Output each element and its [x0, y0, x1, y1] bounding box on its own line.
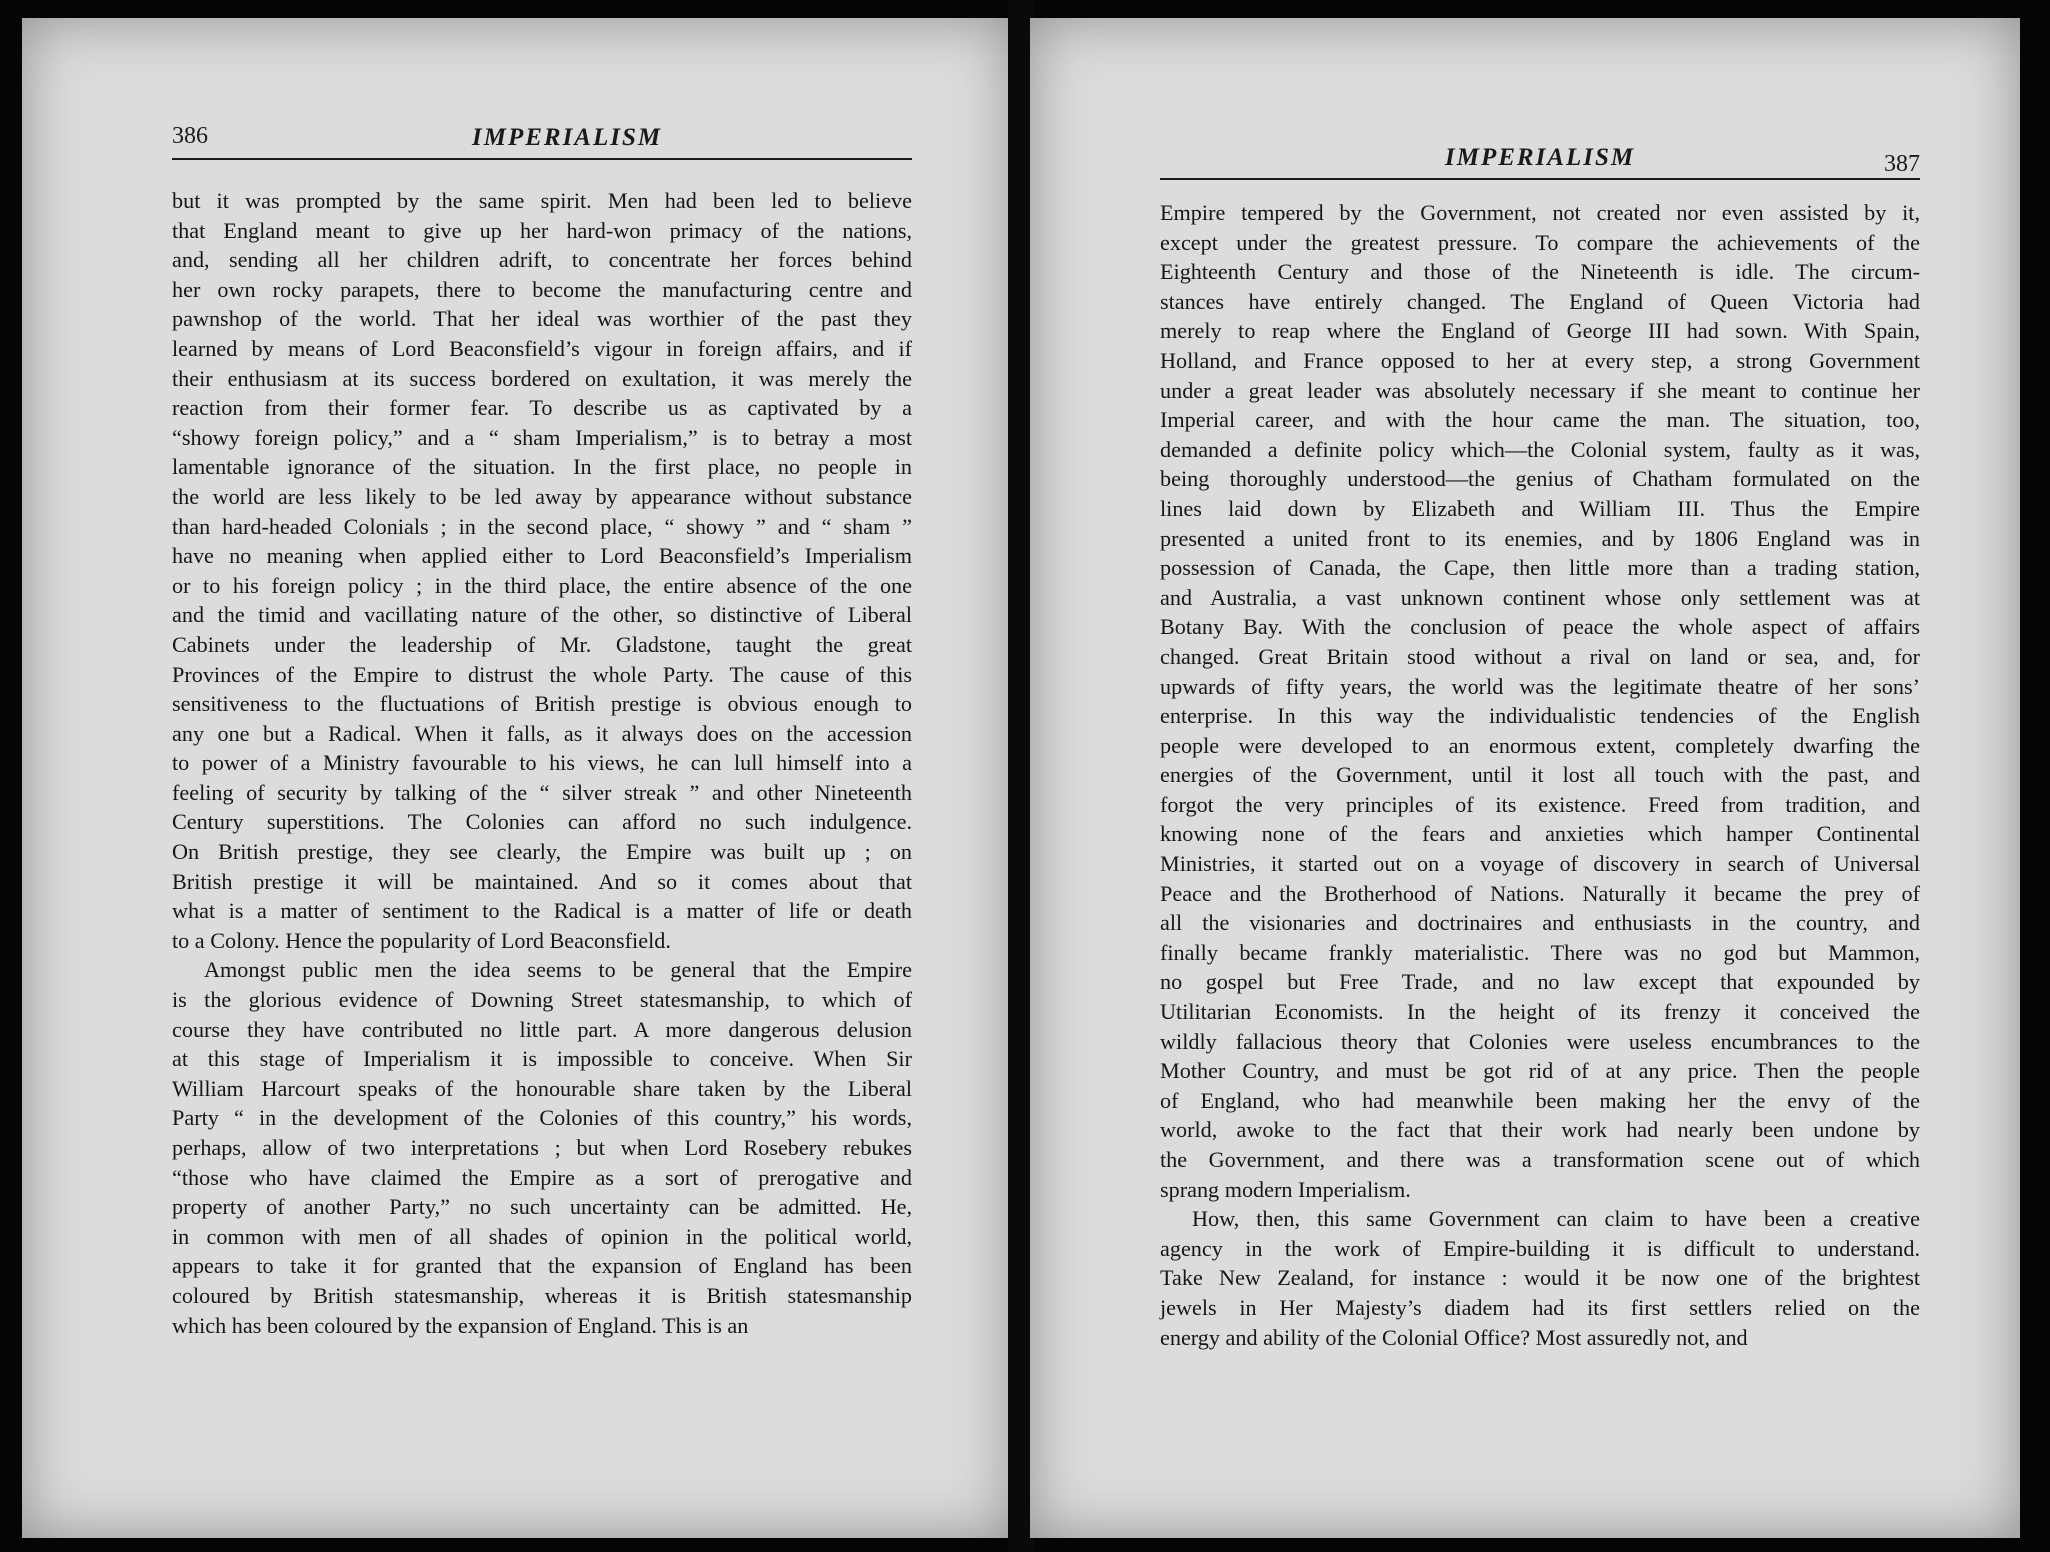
text-line: energies of the Government, until it lost all touch with the past, and [1160, 762, 1920, 788]
text-line: appears to take it for granted that the expansion of England has been [172, 1253, 912, 1279]
text-line: the world are less likely to be led away by appearance without substance [172, 483, 912, 509]
text-line: Provinces of the Empire to distrust the whole Party. The cause of this [172, 661, 912, 687]
text-line: reaction from their former fear. To describe us as captivated by a [172, 395, 912, 421]
text-line: Cabinets under the leadership of Mr. Gladstone, taught the great [172, 631, 912, 657]
text-line: in common with men of all shades of opinion in the political world, [172, 1223, 912, 1249]
text-line: wildly fallacious theory that Colonies were useless encumbrances to the [1160, 1028, 1920, 1054]
right-running-head: IMPERIALISM [1445, 144, 1636, 171]
text-line: have no meaning when applied either to Lord Beaconsfield’s Imperialism [172, 543, 912, 569]
text-line: agency in the work of Empire-building it is difficult to understand. [1160, 1235, 1920, 1261]
text-line: to power of a Ministry favourable to his views, he can lull himself into a [172, 750, 912, 776]
text-line: possession of Canada, the Cape, then little more than a trading station, [1160, 555, 1920, 581]
text-line: lamentable ignorance of the situation. In the first place, no people in [172, 454, 912, 480]
text-line: feeling of security by talking of the “ silver streak ” and other Nineteenth [172, 779, 912, 805]
text-line: Amongst public men the idea seems to be general that the Empire [204, 957, 912, 983]
text-line: stances have entirely changed. The England of Queen Victoria had [1160, 288, 1920, 314]
text-line: Mother Country, and must be got rid of at any price. Then the people [1160, 1058, 1920, 1084]
paragraph [1160, 198, 1920, 1204]
text-line: Party “ in the development of the Colonies of this country,” his words, [172, 1105, 912, 1131]
text-line: enterprise. In this way the individualistic tendencies of the English [1160, 703, 1920, 729]
text-line: lines laid down by Elizabeth and William III. Thus the Empire [1160, 495, 1920, 521]
left-page [22, 18, 1012, 1538]
text-line: Holland, and France opposed to her at every step, a strong Government [1160, 347, 1920, 373]
right-page-number: 387 [1884, 151, 1920, 177]
text-line: course they have contributed no little part. A more dangerous delusion [172, 1016, 912, 1042]
text-line: Take New Zealand, for instance : would it be now one of the brightest [1160, 1265, 1920, 1291]
text-line: people were developed to an enormous extent, completely dwarfing the [1160, 732, 1920, 758]
text-line: world, awoke to the fact that their work had nearly been undone by [1160, 1117, 1920, 1143]
text-line: and the timid and vacillating nature of the other, so distinctive of Liberal [172, 602, 912, 628]
text-line: property of another Party,” no such uncertainty can be admitted. He, [172, 1194, 912, 1220]
paragraph [1160, 1204, 1920, 1352]
text-line: knowing none of the fears and anxieties which hamper Continental [1160, 821, 1920, 847]
text-line: “showy foreign policy,” and a “ sham Imperialism,” is to betray a most [172, 424, 912, 450]
text-line: her own rocky parapets, there to become the manufacturing centre and [172, 276, 912, 302]
left-page-number: 386 [172, 123, 208, 149]
right-page-body [1160, 198, 1920, 1352]
text-line: Imperial career, and with the hour came the man. The situation, too, [1160, 407, 1920, 433]
left-page-body [172, 186, 912, 1340]
text-line: upwards of fifty years, the world was the legitimate theatre of her sons’ [1160, 673, 1920, 699]
text-line: Eighteenth Century and those of the Nineteenth is idle. The circum- [1160, 259, 1920, 285]
text-line: their enthusiasm at its success bordered on exultation, it was merely the [172, 365, 912, 391]
text-line: perhaps, allow of two interpretations ; but when Lord Rosebery rebukes [172, 1135, 912, 1160]
text-line: at this stage of Imperialism it is impossible to conceive. When Sir [172, 1046, 912, 1072]
text-line: no gospel but Free Trade, and no law except that expounded by [1160, 969, 1920, 995]
text-line: being thoroughly understood—the genius of Chatham formulated on the [1160, 466, 1920, 492]
text-line: and Australia, a vast unknown continent whose only settlement was at [1160, 584, 1920, 610]
text-line: sensitiveness to the fluctuations of British prestige is obvious enough to [172, 691, 912, 717]
left-page-header [172, 118, 912, 160]
text-line: sprang modern Imperialism. [1160, 1176, 1411, 1202]
text-line: Peace and the Brotherhood of Nations. Naturally it became the prey of [1160, 880, 1920, 906]
text-line: of England, who had meanwhile been making her the envy of the [1160, 1087, 1920, 1113]
text-line: learned by means of Lord Beaconsfield’s vigour in foreign affairs, and if [172, 335, 912, 361]
text-line: How, then, this same Government can claim to have been a creative [1192, 1206, 1920, 1232]
text-line: or to his foreign policy ; in the third place, the entire absence of the one [172, 572, 912, 598]
text-line: merely to reap where the England of George III had sown. With Spain, [1160, 318, 1920, 344]
text-line: under a great leader was absolutely necessary if she meant to continue her [1160, 377, 1920, 403]
text-line: any one but a Radical. When it falls, as it always does on the accession [172, 720, 912, 746]
text-line: which has been coloured by the expansion of England. This is an [172, 1312, 749, 1338]
text-line: to a Colony. Hence the popularity of Lord Beaconsfield. [172, 927, 671, 953]
text-line: that England meant to give up her hard-won primacy of the nations, [172, 217, 912, 243]
text-line: what is a matter of sentiment to the Radical is a matter of life or death [172, 898, 912, 924]
text-line: energy and ability of the Colonial Office? Most assuredly not, and [1160, 1324, 1748, 1350]
text-line: except under the greatest pressure. To compare the achievements of the [1160, 229, 1920, 255]
text-line: presented a united front to its enemies, and by 1806 England was in [1160, 525, 1920, 551]
text-line: British prestige it will be maintained. And so it comes about that [172, 868, 912, 894]
paragraph [172, 955, 912, 1340]
text-line: and, sending all her children adrift, to concentrate her forces behind [172, 247, 912, 273]
text-line: Ministries, it started out on a voyage of discovery in search of Universal [1160, 851, 1920, 877]
text-line: the Government, and there was a transformation scene out of which [1160, 1147, 1920, 1172]
text-line: On British prestige, they see clearly, the Empire was built up ; on [172, 839, 912, 865]
text-line: all the visionaries and doctrinaires and enthusiasts in the country, and [1160, 910, 1920, 936]
right-page-header [1160, 138, 1920, 180]
text-line: “those who have claimed the Empire as a sort of prerogative and [172, 1164, 912, 1190]
text-line: pawnshop of the world. That her ideal was worthier of the past they [172, 306, 912, 332]
text-line: is the glorious evidence of Downing Street statesmanship, to which of [172, 987, 912, 1013]
text-line: coloured by British statesmanship, whereas it is British statesmanship [172, 1282, 912, 1308]
text-line: demanded a definite policy which—the Colonial system, faulty as it was, [1160, 436, 1920, 462]
text-line: Botany Bay. With the conclusion of peace the whole aspect of affairs [1160, 614, 1920, 640]
right-page [1030, 18, 2020, 1538]
text-line: Utilitarian Economists. In the height of its frenzy it conceived the [1160, 999, 1920, 1025]
text-line: changed. Great Britain stood without a rival on land or sea, and, for [1160, 643, 1920, 669]
left-running-head: IMPERIALISM [472, 124, 663, 151]
text-line: forgot the very principles of its existence. Freed from tradition, and [1160, 791, 1920, 817]
text-line: but it was prompted by the same spirit. Men had been led to believe [172, 188, 912, 213]
text-line: Empire tempered by the Government, not created nor even assisted by it, [1160, 200, 1920, 225]
text-line: than hard-headed Colonials ; in the second place, “ showy ” and “ sham ” [172, 513, 912, 539]
text-line: finally became frankly materialistic. There was no god but Mammon, [1160, 939, 1920, 965]
text-line: William Harcourt speaks of the honourable share taken by the Liberal [172, 1075, 912, 1101]
text-line: Century superstitions. The Colonies can afford no such indulgence. [172, 809, 912, 835]
paragraph [172, 186, 912, 955]
text-line: jewels in Her Majesty’s diadem had its first settlers relied on the [1160, 1294, 1920, 1320]
